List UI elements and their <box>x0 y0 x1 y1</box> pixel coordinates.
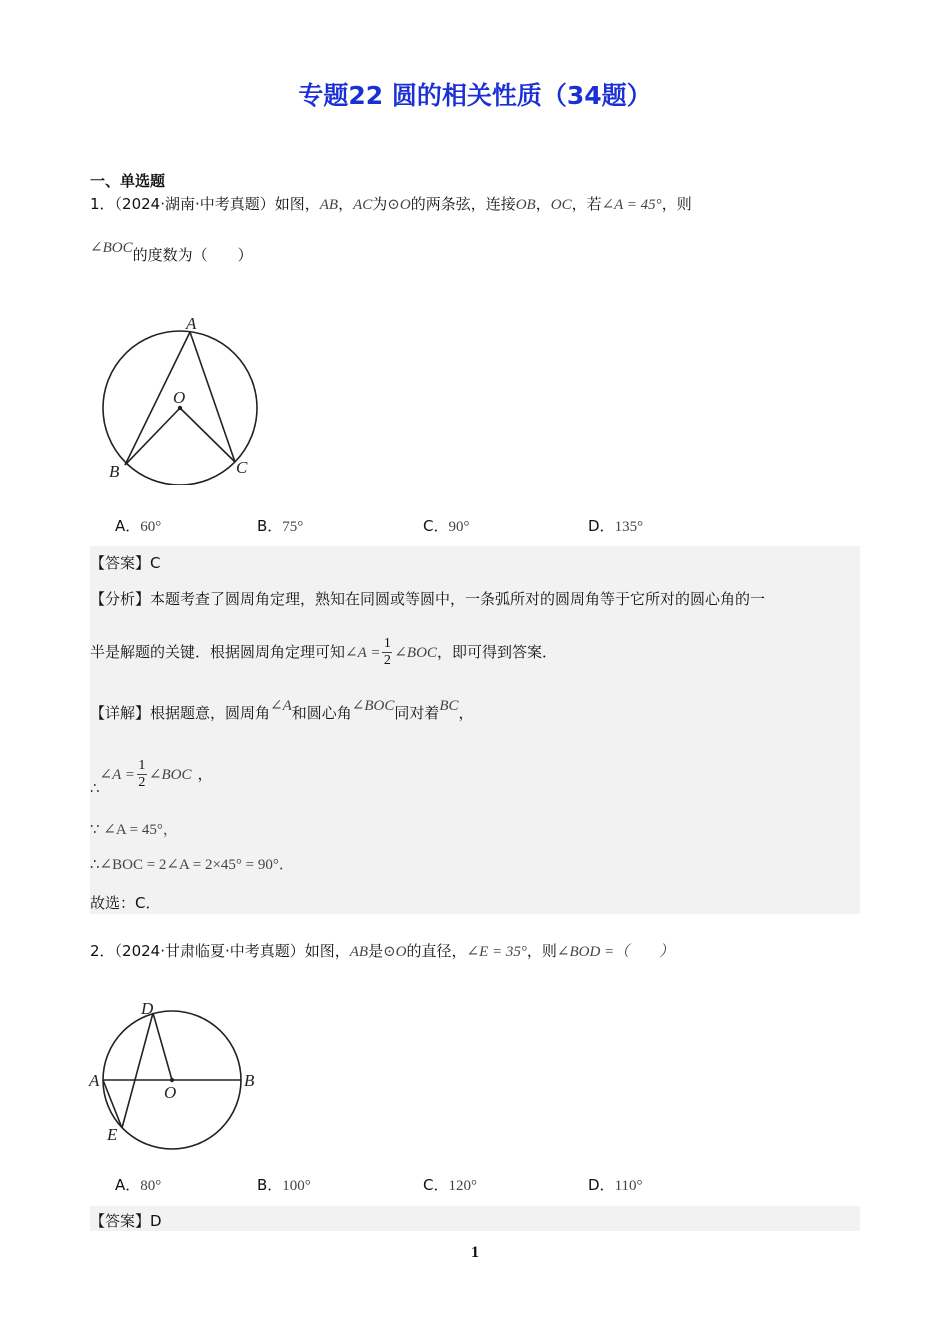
label-o: O <box>173 388 186 407</box>
page-title: 专题22 圆的相关性质（34题） <box>298 81 652 110</box>
q2-option-a[interactable]: A．80° <box>115 1176 162 1194</box>
chord-ac <box>190 332 235 462</box>
solution-block-2 <box>90 1206 860 1231</box>
label-b: B <box>109 462 120 481</box>
q2-answer: 【答案】D <box>90 1212 162 1230</box>
label-b: B <box>244 1071 255 1090</box>
center-point <box>170 1078 174 1082</box>
q1-step1: ∴∠A = $\frac{1}{2}$ ∠BOC ， <box>90 758 213 797</box>
page-number: 1 <box>471 1244 479 1261</box>
label-a: A <box>186 314 197 333</box>
q1-option-d[interactable]: D．135° <box>588 517 644 535</box>
question-2-stem: 2．（2024·甘肃临夏·中考真题）如图，AB是⊙O的直径，∠E = 35°，则∠BOD =（ ） <box>90 942 675 960</box>
label-o: O <box>164 1083 177 1102</box>
q2-option-c[interactable]: C．120° <box>423 1176 477 1194</box>
q1-step2: ∵ ∠A = 45°， <box>90 822 178 838</box>
radius-od <box>153 1013 172 1080</box>
radius-oc <box>180 408 235 462</box>
label-d: D <box>141 999 154 1018</box>
q1-option-a[interactable]: A．60° <box>115 517 162 535</box>
q1-analysis-line1: 【分析】本题考查了圆周角定理，熟知在同圆或等圆中，一条弧所对的圆周角等于它所对的圆心角的一 <box>90 590 766 608</box>
chord-de <box>122 1013 153 1128</box>
fraction-half: $\frac{1}{2}$ <box>383 636 391 668</box>
question-2-figure <box>85 995 270 1150</box>
radius-ob <box>125 408 180 465</box>
q1-step3: ∴∠BOC = 2∠A = 2×45° = 90°． <box>90 857 294 873</box>
q1-option-b[interactable]: B．75° <box>257 517 304 535</box>
question-1-stem-line2: ∠BOC的度数为（ ） <box>90 240 253 264</box>
arc-bc: BC <box>439 698 459 714</box>
chord-ae <box>103 1080 122 1128</box>
label-e: E <box>107 1125 118 1144</box>
q2-option-b[interactable]: B．100° <box>257 1176 311 1194</box>
q1-choose: 故选：C． <box>90 894 161 912</box>
q1-answer: 【答案】C <box>90 554 161 572</box>
question-1-stem: 1．（2024·湖南·中考真题）如图，AB，AC为⊙O的两条弦，连接OB，OC，若∠A = 45°，则 <box>90 195 692 213</box>
q1-option-c[interactable]: C．90° <box>423 517 470 535</box>
question-1-figure <box>95 310 275 485</box>
q1-analysis-line2: 半是解题的关键．根据圆周角定理可知∠A = $\frac{1}{2}$ ∠BOC，即可得到答案． <box>90 636 557 668</box>
label-c: C <box>236 458 248 477</box>
q1-detail: 【详解】根据题意，圆周角∠A和圆心角∠BOC同对着BC， <box>90 698 474 722</box>
label-a: A <box>89 1071 100 1090</box>
section-heading: 一、单选题 <box>90 172 166 190</box>
q2-option-d[interactable]: D．110° <box>588 1176 643 1194</box>
